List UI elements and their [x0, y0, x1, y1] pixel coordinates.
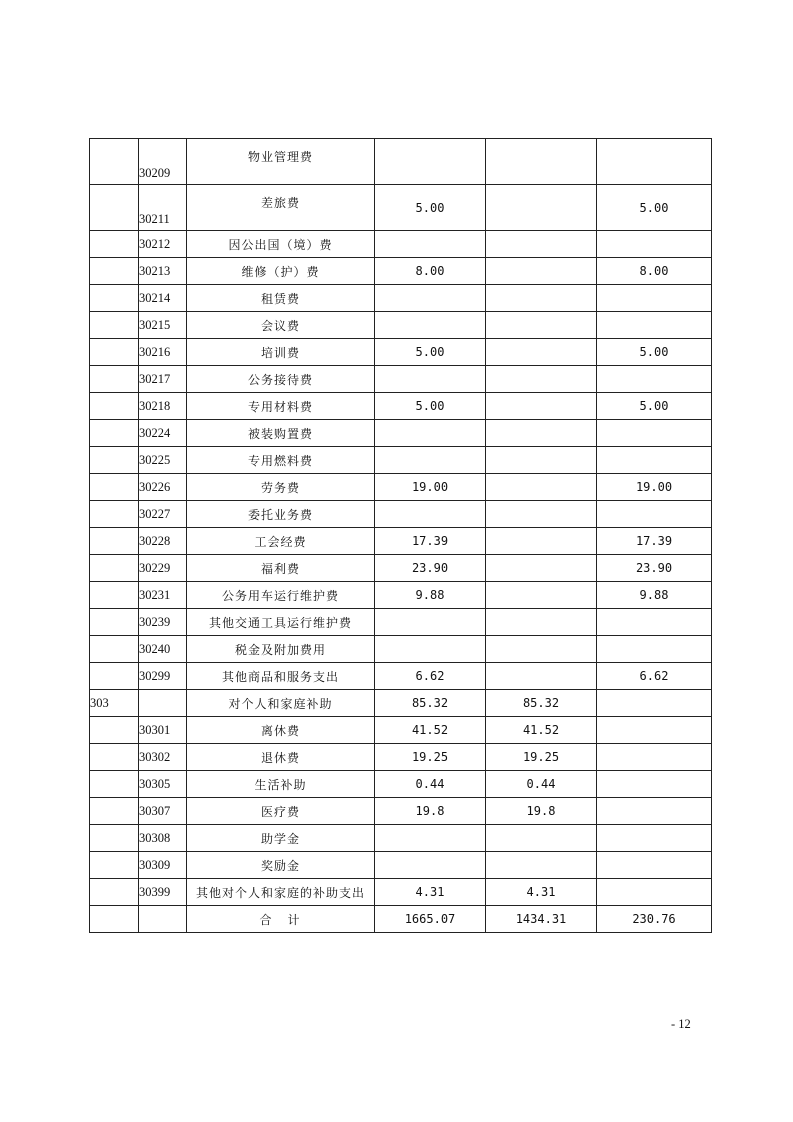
total-code-cell — [139, 906, 187, 933]
basic-expenditure-cell — [486, 825, 597, 852]
table-row — [90, 663, 712, 690]
project-expenditure-cell: 6.62 — [597, 663, 712, 690]
total-amount-cell — [375, 852, 486, 879]
item-name-cell: 培训费 — [187, 339, 375, 366]
item-code-cell: 30216 — [139, 339, 187, 366]
item-name-cell: 对个人和家庭补助 — [187, 690, 375, 717]
total-amount-cell: 17.39 — [375, 528, 486, 555]
category-code-cell — [90, 744, 139, 771]
item-code-cell: 30240 — [139, 636, 187, 663]
total-amount-cell: 41.52 — [375, 717, 486, 744]
table-row — [90, 420, 712, 447]
category-code-cell — [90, 582, 139, 609]
item-code-cell: 30224 — [139, 420, 187, 447]
table-row — [90, 312, 712, 339]
project-expenditure-cell — [597, 139, 712, 185]
item-code-cell: 30305 — [139, 771, 187, 798]
project-expenditure-cell: 8.00 — [597, 258, 712, 285]
total-amount-cell: 19.00 — [375, 474, 486, 501]
table-row — [90, 771, 712, 798]
total-label: 合计 — [187, 906, 375, 933]
project-expenditure-cell — [597, 312, 712, 339]
table-row — [90, 879, 712, 906]
basic-expenditure-cell — [486, 852, 597, 879]
category-code-cell — [90, 339, 139, 366]
category-code-cell — [90, 528, 139, 555]
table-row — [90, 501, 712, 528]
total-amount-cell — [375, 139, 486, 185]
basic-expenditure-cell: 85.32 — [486, 690, 597, 717]
total-amount-cell: 5.00 — [375, 185, 486, 231]
item-code-cell: 30301 — [139, 717, 187, 744]
table-row — [90, 231, 712, 258]
basic-expenditure-cell — [486, 366, 597, 393]
table-row — [90, 825, 712, 852]
item-code-cell: 30309 — [139, 852, 187, 879]
item-code-cell: 30213 — [139, 258, 187, 285]
total-amount-cell — [375, 285, 486, 312]
item-name-cell: 其他商品和服务支出 — [187, 663, 375, 690]
table-row — [90, 717, 712, 744]
item-code-cell: 30307 — [139, 798, 187, 825]
project-expenditure-cell — [597, 447, 712, 474]
item-name-cell: 其他交通工具运行维护费 — [187, 609, 375, 636]
basic-expenditure-cell — [486, 339, 597, 366]
page-number: - 12 — [671, 1017, 691, 1031]
item-name-cell: 公务接待费 — [187, 366, 375, 393]
table-body — [90, 139, 712, 933]
category-code-cell — [90, 447, 139, 474]
table-row — [90, 447, 712, 474]
table-row — [90, 636, 712, 663]
grand-total-project: 230.76 — [597, 906, 712, 933]
total-amount-cell: 9.88 — [375, 582, 486, 609]
item-name-cell: 物业管理费 — [187, 139, 375, 185]
category-code-cell — [90, 663, 139, 690]
basic-expenditure-cell — [486, 474, 597, 501]
project-expenditure-cell: 19.00 — [597, 474, 712, 501]
project-expenditure-cell — [597, 285, 712, 312]
total-amount-cell — [375, 420, 486, 447]
item-name-cell: 公务用车运行维护费 — [187, 582, 375, 609]
item-name-cell: 税金及附加费用 — [187, 636, 375, 663]
item-name-cell: 工会经费 — [187, 528, 375, 555]
table-row — [90, 582, 712, 609]
basic-expenditure-cell — [486, 555, 597, 582]
table-row — [90, 285, 712, 312]
table-row — [90, 852, 712, 879]
table-row — [90, 258, 712, 285]
category-code-cell — [90, 139, 139, 185]
basic-expenditure-cell — [486, 185, 597, 231]
item-code-cell: 30302 — [139, 744, 187, 771]
item-name-cell: 离休费 — [187, 717, 375, 744]
project-expenditure-cell — [597, 690, 712, 717]
item-name-cell: 专用材料费 — [187, 393, 375, 420]
basic-expenditure-cell — [486, 231, 597, 258]
project-expenditure-cell — [597, 771, 712, 798]
project-expenditure-cell — [597, 609, 712, 636]
table-row — [90, 798, 712, 825]
project-expenditure-cell: 5.00 — [597, 185, 712, 231]
total-amount-cell — [375, 609, 486, 636]
item-code-cell: 30218 — [139, 393, 187, 420]
table-row — [90, 339, 712, 366]
project-expenditure-cell — [597, 744, 712, 771]
basic-expenditure-cell — [486, 663, 597, 690]
item-code-cell: 30399 — [139, 879, 187, 906]
table-row — [90, 185, 712, 231]
item-name-cell: 维修（护）费 — [187, 258, 375, 285]
category-code-cell — [90, 393, 139, 420]
item-name-cell: 助学金 — [187, 825, 375, 852]
total-amount-cell: 23.90 — [375, 555, 486, 582]
basic-expenditure-cell — [486, 420, 597, 447]
table-row — [90, 393, 712, 420]
item-code-cell — [139, 690, 187, 717]
item-code-cell: 30308 — [139, 825, 187, 852]
table-row — [90, 609, 712, 636]
total-amount-cell: 19.8 — [375, 798, 486, 825]
total-amount-cell: 19.25 — [375, 744, 486, 771]
item-name-cell: 会议费 — [187, 312, 375, 339]
basic-expenditure-cell — [486, 258, 597, 285]
basic-expenditure-cell: 4.31 — [486, 879, 597, 906]
project-expenditure-cell: 23.90 — [597, 555, 712, 582]
grand-total-basic: 1434.31 — [486, 906, 597, 933]
project-expenditure-cell — [597, 852, 712, 879]
total-category-cell — [90, 906, 139, 933]
total-amount-cell — [375, 636, 486, 663]
category-code-cell — [90, 825, 139, 852]
category-code-cell — [90, 852, 139, 879]
total-row — [90, 906, 712, 933]
table-row — [90, 474, 712, 501]
category-code-cell — [90, 771, 139, 798]
project-expenditure-cell — [597, 879, 712, 906]
item-code-cell: 30217 — [139, 366, 187, 393]
project-expenditure-cell — [597, 717, 712, 744]
item-name-cell: 劳务费 — [187, 474, 375, 501]
basic-expenditure-cell: 19.25 — [486, 744, 597, 771]
project-expenditure-cell: 17.39 — [597, 528, 712, 555]
item-name-cell: 医疗费 — [187, 798, 375, 825]
project-expenditure-cell — [597, 825, 712, 852]
category-code-cell — [90, 185, 139, 231]
item-name-cell: 生活补助 — [187, 771, 375, 798]
project-expenditure-cell: 9.88 — [597, 582, 712, 609]
total-amount-cell: 8.00 — [375, 258, 486, 285]
basic-expenditure-cell — [486, 285, 597, 312]
basic-expenditure-cell — [486, 139, 597, 185]
category-code-cell — [90, 717, 139, 744]
basic-expenditure-cell: 41.52 — [486, 717, 597, 744]
category-code-cell — [90, 798, 139, 825]
item-code-cell: 30227 — [139, 501, 187, 528]
total-amount-cell: 5.00 — [375, 339, 486, 366]
item-code-cell: 30211 — [139, 185, 187, 231]
table-row — [90, 139, 712, 185]
total-amount-cell — [375, 825, 486, 852]
table-row — [90, 555, 712, 582]
table-row — [90, 744, 712, 771]
category-code-cell — [90, 501, 139, 528]
item-code-cell: 30214 — [139, 285, 187, 312]
item-code-cell: 30229 — [139, 555, 187, 582]
category-code-cell — [90, 555, 139, 582]
total-amount-cell: 5.00 — [375, 393, 486, 420]
category-code-cell — [90, 879, 139, 906]
item-name-cell: 租赁费 — [187, 285, 375, 312]
total-amount-cell: 0.44 — [375, 771, 486, 798]
basic-expenditure-cell — [486, 501, 597, 528]
grand-total-amount: 1665.07 — [375, 906, 486, 933]
item-code-cell: 30212 — [139, 231, 187, 258]
basic-expenditure-cell — [486, 528, 597, 555]
total-amount-cell: 85.32 — [375, 690, 486, 717]
category-code-cell — [90, 420, 139, 447]
category-code-cell — [90, 366, 139, 393]
basic-expenditure-cell — [486, 636, 597, 663]
category-code-cell — [90, 312, 139, 339]
item-code-cell: 30239 — [139, 609, 187, 636]
project-expenditure-cell — [597, 231, 712, 258]
basic-expenditure-cell: 19.8 — [486, 798, 597, 825]
category-code-cell — [90, 609, 139, 636]
item-code-cell: 30209 — [139, 139, 187, 185]
category-code-cell — [90, 258, 139, 285]
total-amount-cell: 4.31 — [375, 879, 486, 906]
item-name-cell: 专用燃料费 — [187, 447, 375, 474]
item-name-cell: 其他对个人和家庭的补助支出 — [187, 879, 375, 906]
category-code-cell — [90, 285, 139, 312]
total-amount-cell — [375, 312, 486, 339]
item-name-cell: 被装购置费 — [187, 420, 375, 447]
table-row — [90, 528, 712, 555]
basic-expenditure-cell: 0.44 — [486, 771, 597, 798]
item-code-cell: 30228 — [139, 528, 187, 555]
budget-table — [89, 138, 712, 933]
item-code-cell: 30226 — [139, 474, 187, 501]
item-name-cell: 退休费 — [187, 744, 375, 771]
total-amount-cell — [375, 231, 486, 258]
total-amount-cell — [375, 447, 486, 474]
item-name-cell: 差旅费 — [187, 185, 375, 231]
project-expenditure-cell: 5.00 — [597, 339, 712, 366]
basic-expenditure-cell — [486, 393, 597, 420]
basic-expenditure-cell — [486, 447, 597, 474]
item-code-cell: 30299 — [139, 663, 187, 690]
item-code-cell: 30215 — [139, 312, 187, 339]
table-row — [90, 690, 712, 717]
item-name-cell: 委托业务费 — [187, 501, 375, 528]
total-amount-cell: 6.62 — [375, 663, 486, 690]
table-row — [90, 366, 712, 393]
category-code-cell — [90, 636, 139, 663]
basic-expenditure-cell — [486, 582, 597, 609]
project-expenditure-cell — [597, 366, 712, 393]
item-code-cell: 30225 — [139, 447, 187, 474]
item-name-cell: 福利费 — [187, 555, 375, 582]
total-amount-cell — [375, 501, 486, 528]
project-expenditure-cell — [597, 636, 712, 663]
basic-expenditure-cell — [486, 312, 597, 339]
project-expenditure-cell: 5.00 — [597, 393, 712, 420]
total-amount-cell — [375, 366, 486, 393]
project-expenditure-cell — [597, 798, 712, 825]
category-code-cell — [90, 474, 139, 501]
project-expenditure-cell — [597, 501, 712, 528]
category-code-cell — [90, 231, 139, 258]
item-code-cell: 30231 — [139, 582, 187, 609]
category-code-cell: 303 — [90, 690, 139, 717]
item-name-cell: 奖励金 — [187, 852, 375, 879]
item-name-cell: 因公出国（境）费 — [187, 231, 375, 258]
basic-expenditure-cell — [486, 609, 597, 636]
project-expenditure-cell — [597, 420, 712, 447]
